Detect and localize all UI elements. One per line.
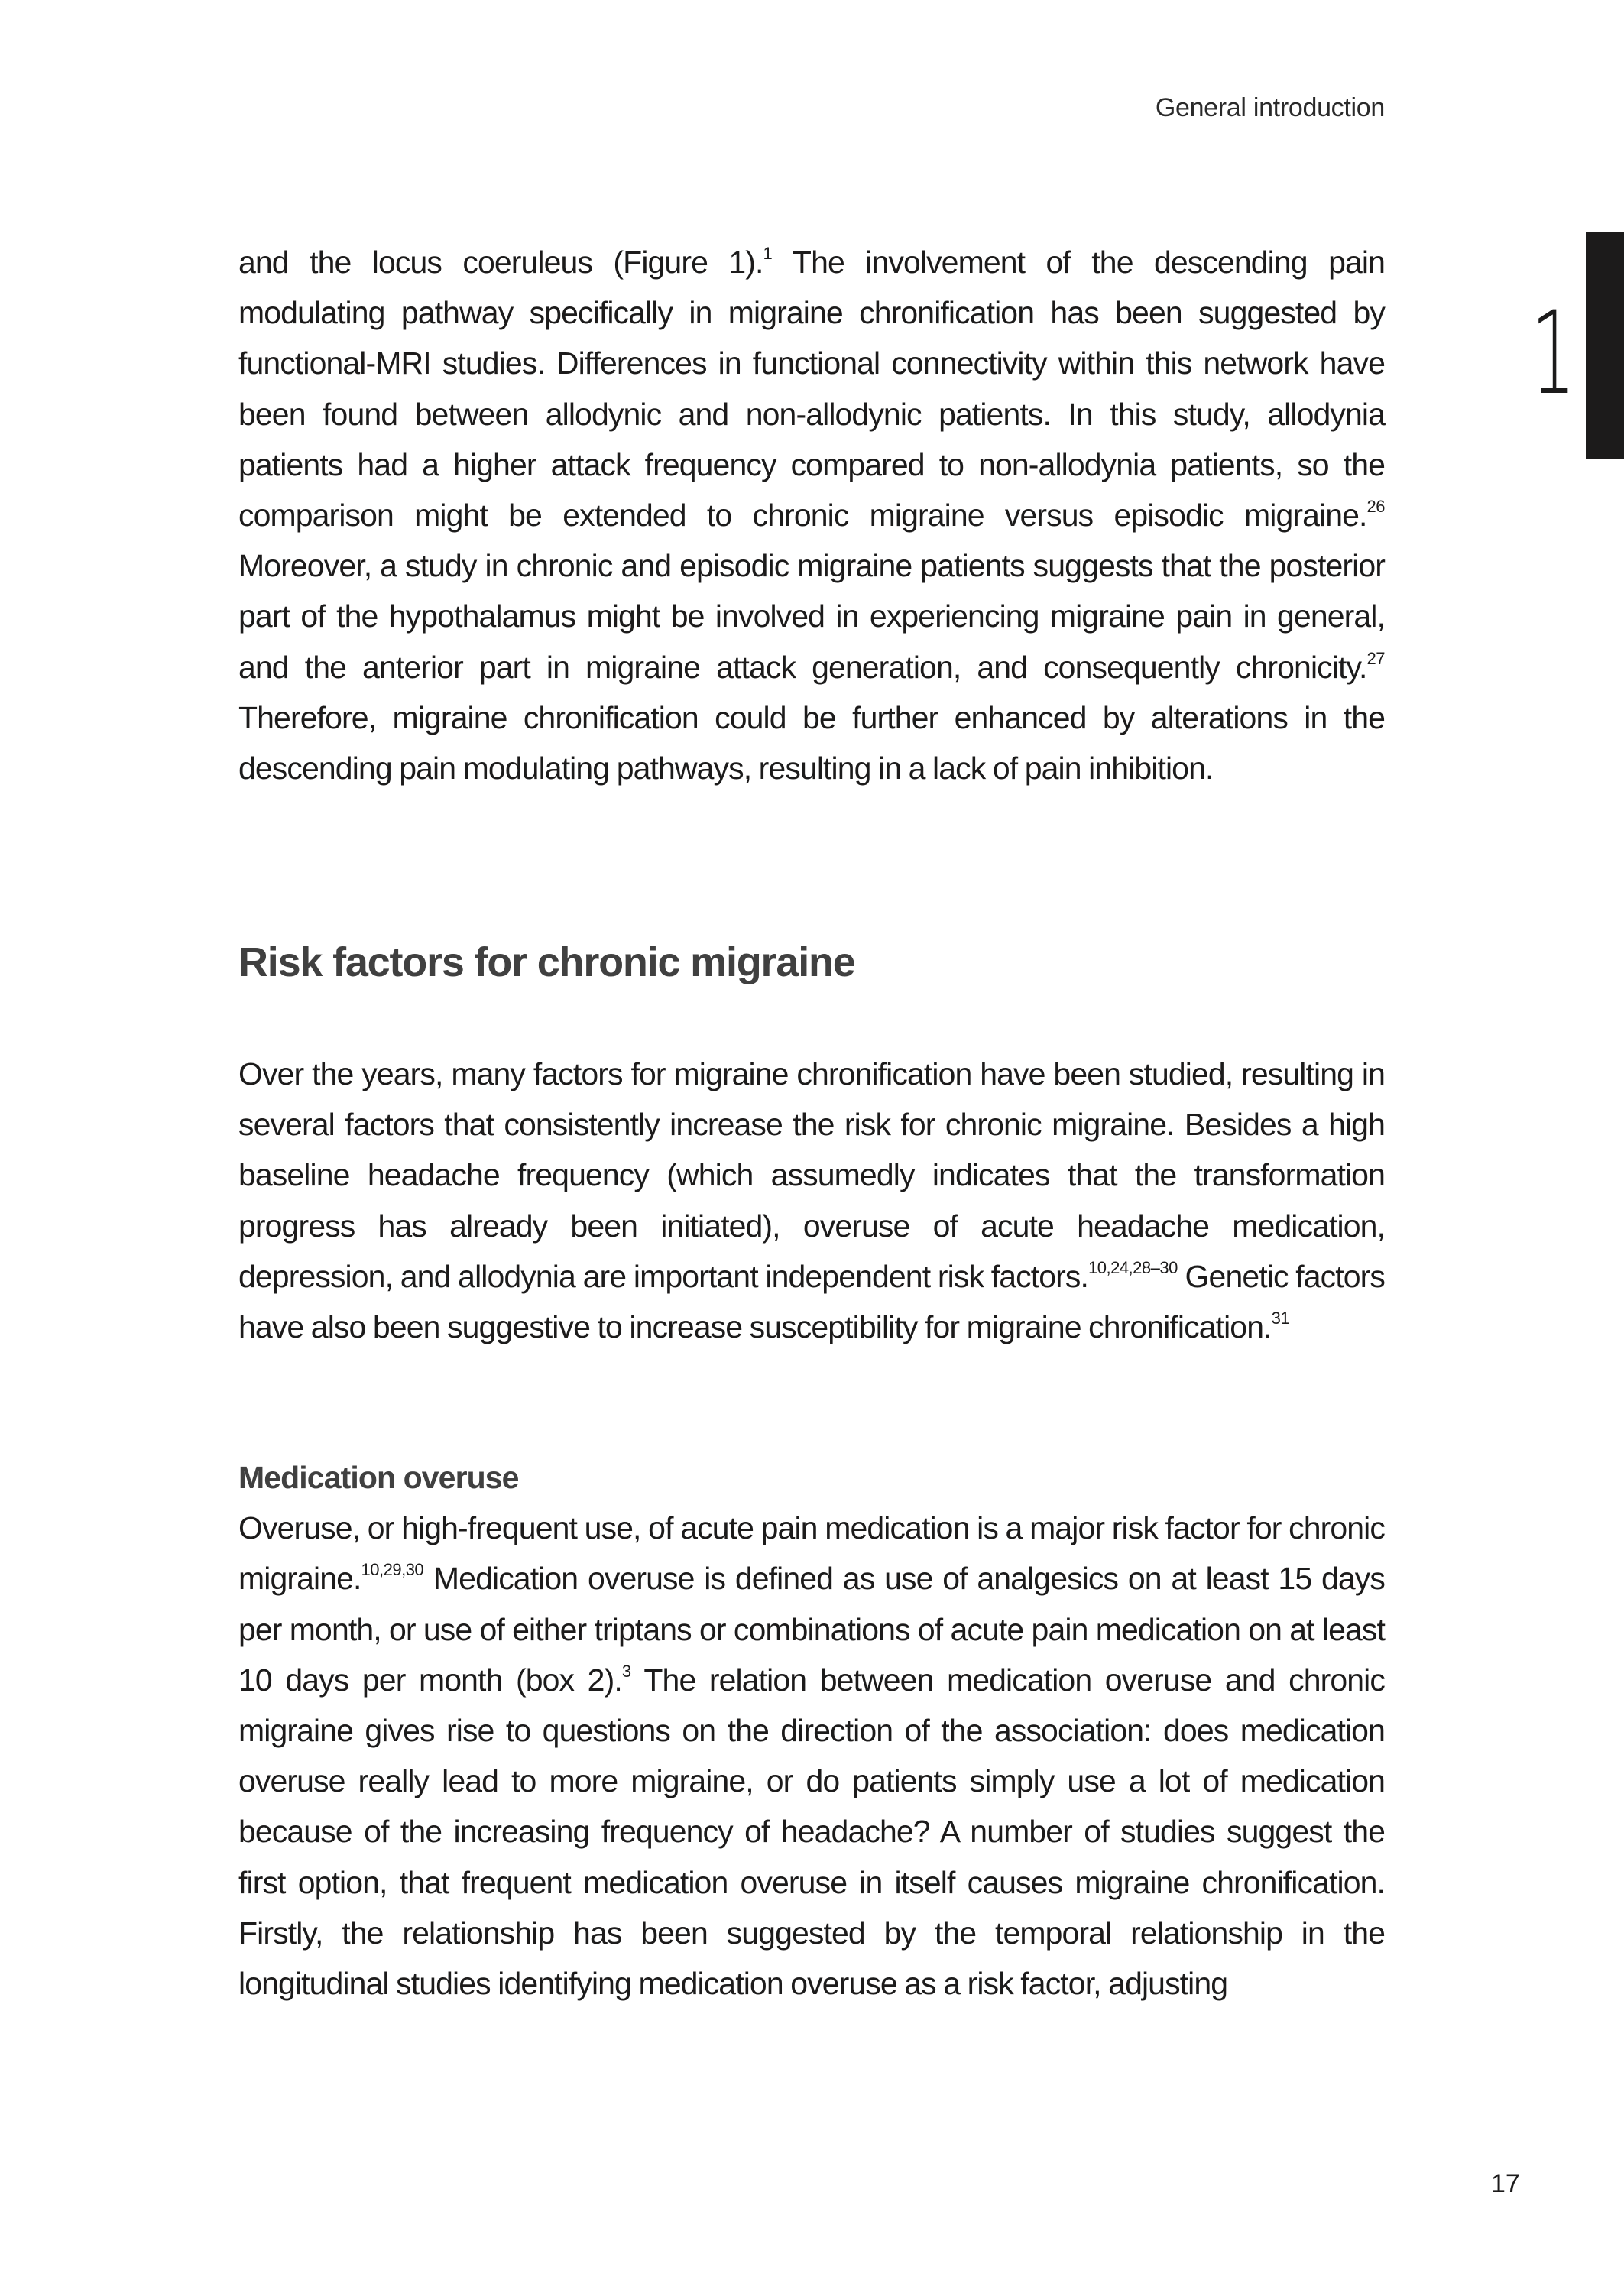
- body-text-block-1: [238, 237, 1385, 793]
- paragraph-risk-factors: Over the years, many factors for migraine chronification have been studied, resulting in several factors that consistently increase the risk for chronic migraine. Besides a high baseline headache frequency (which assumedly indicates that the transformation progress has already been initiated), overuse of acute headache medication, depression, and allodynia are important independent risk factors.$^{10,24,28-30}$ Genetic factors have also been suggestive to increase susceptibility for migraine chronification.$^{31}$: [238, 1056, 1385, 1345]
- subsection-heading: Medication overuse: [238, 1460, 519, 1495]
- citation: 3: [621, 1661, 631, 1681]
- chapter-number: 1: [1531, 287, 1577, 420]
- citation: 26: [1366, 497, 1385, 517]
- section-heading: Risk factors for chronic migraine: [238, 939, 855, 985]
- page-number: 17: [1491, 2169, 1520, 2198]
- chapter-tab-marker: [1586, 232, 1624, 459]
- paragraph-descending-pain-pathway: and the locus coeruleus (Figure 1).$^1$ The involvement of the descending pain modulating pathway specifically in migraine chronification has been suggested by functional-MRI studies. Differences in functional connectivity within this network have been found between allodynic and non-allodynic patients. In this study, allodynia patients had a higher attack frequency compared to non-allodynia patients, so the comparison might be extended to chronic migraine versus episodic migraine.$^{26}$ Moreover, a study in chronic and episodic migraine patients suggests that the posterior part of the hypothalamus might be involved in experiencing migraine pain in general, and the anterior part in migraine attack generation, and consequently chronicity.$^{27}$ Therefore, migraine chronification could be further enhanced by alterations in the descending pain modulating pathways, resulting in a lack of pain inhibition.: [238, 244, 1385, 786]
- citation: 31: [1271, 1309, 1290, 1328]
- body-text-block-2: [238, 1049, 1385, 1352]
- citation: 1: [763, 244, 773, 263]
- paragraph-medication-overuse: Overuse, or high-frequent use, of acute pain medication is a major risk factor for chronic migraine.$^{10,29,30}$ Medication overuse is defined as use of analgesics on at least 15 days per month, or use of either triptans or combinations of acute pain medication on at least 10 days per month (box 2).$^3$ The relation between medication overuse and chronic migraine gives rise to questions on the direction of the association: does medication overuse really lead to more migraine, or do patients simply use a lot of medication because of the increasing frequency of headache? A number of studies suggest the first option, that frequent medication overuse in itself causes migraine chronification. Firstly, the relationship has been suggested by the temporal relationship in the longitudinal studies identifying medication overuse as a risk factor, adjusting: [238, 1510, 1385, 2002]
- body-text-block-3: [238, 1452, 1385, 2009]
- citation: 10,29,30: [361, 1560, 424, 1580]
- running-header: General introduction: [1155, 93, 1385, 122]
- citation: 27: [1366, 648, 1385, 668]
- citation: 10,24,28–30: [1088, 1257, 1178, 1277]
